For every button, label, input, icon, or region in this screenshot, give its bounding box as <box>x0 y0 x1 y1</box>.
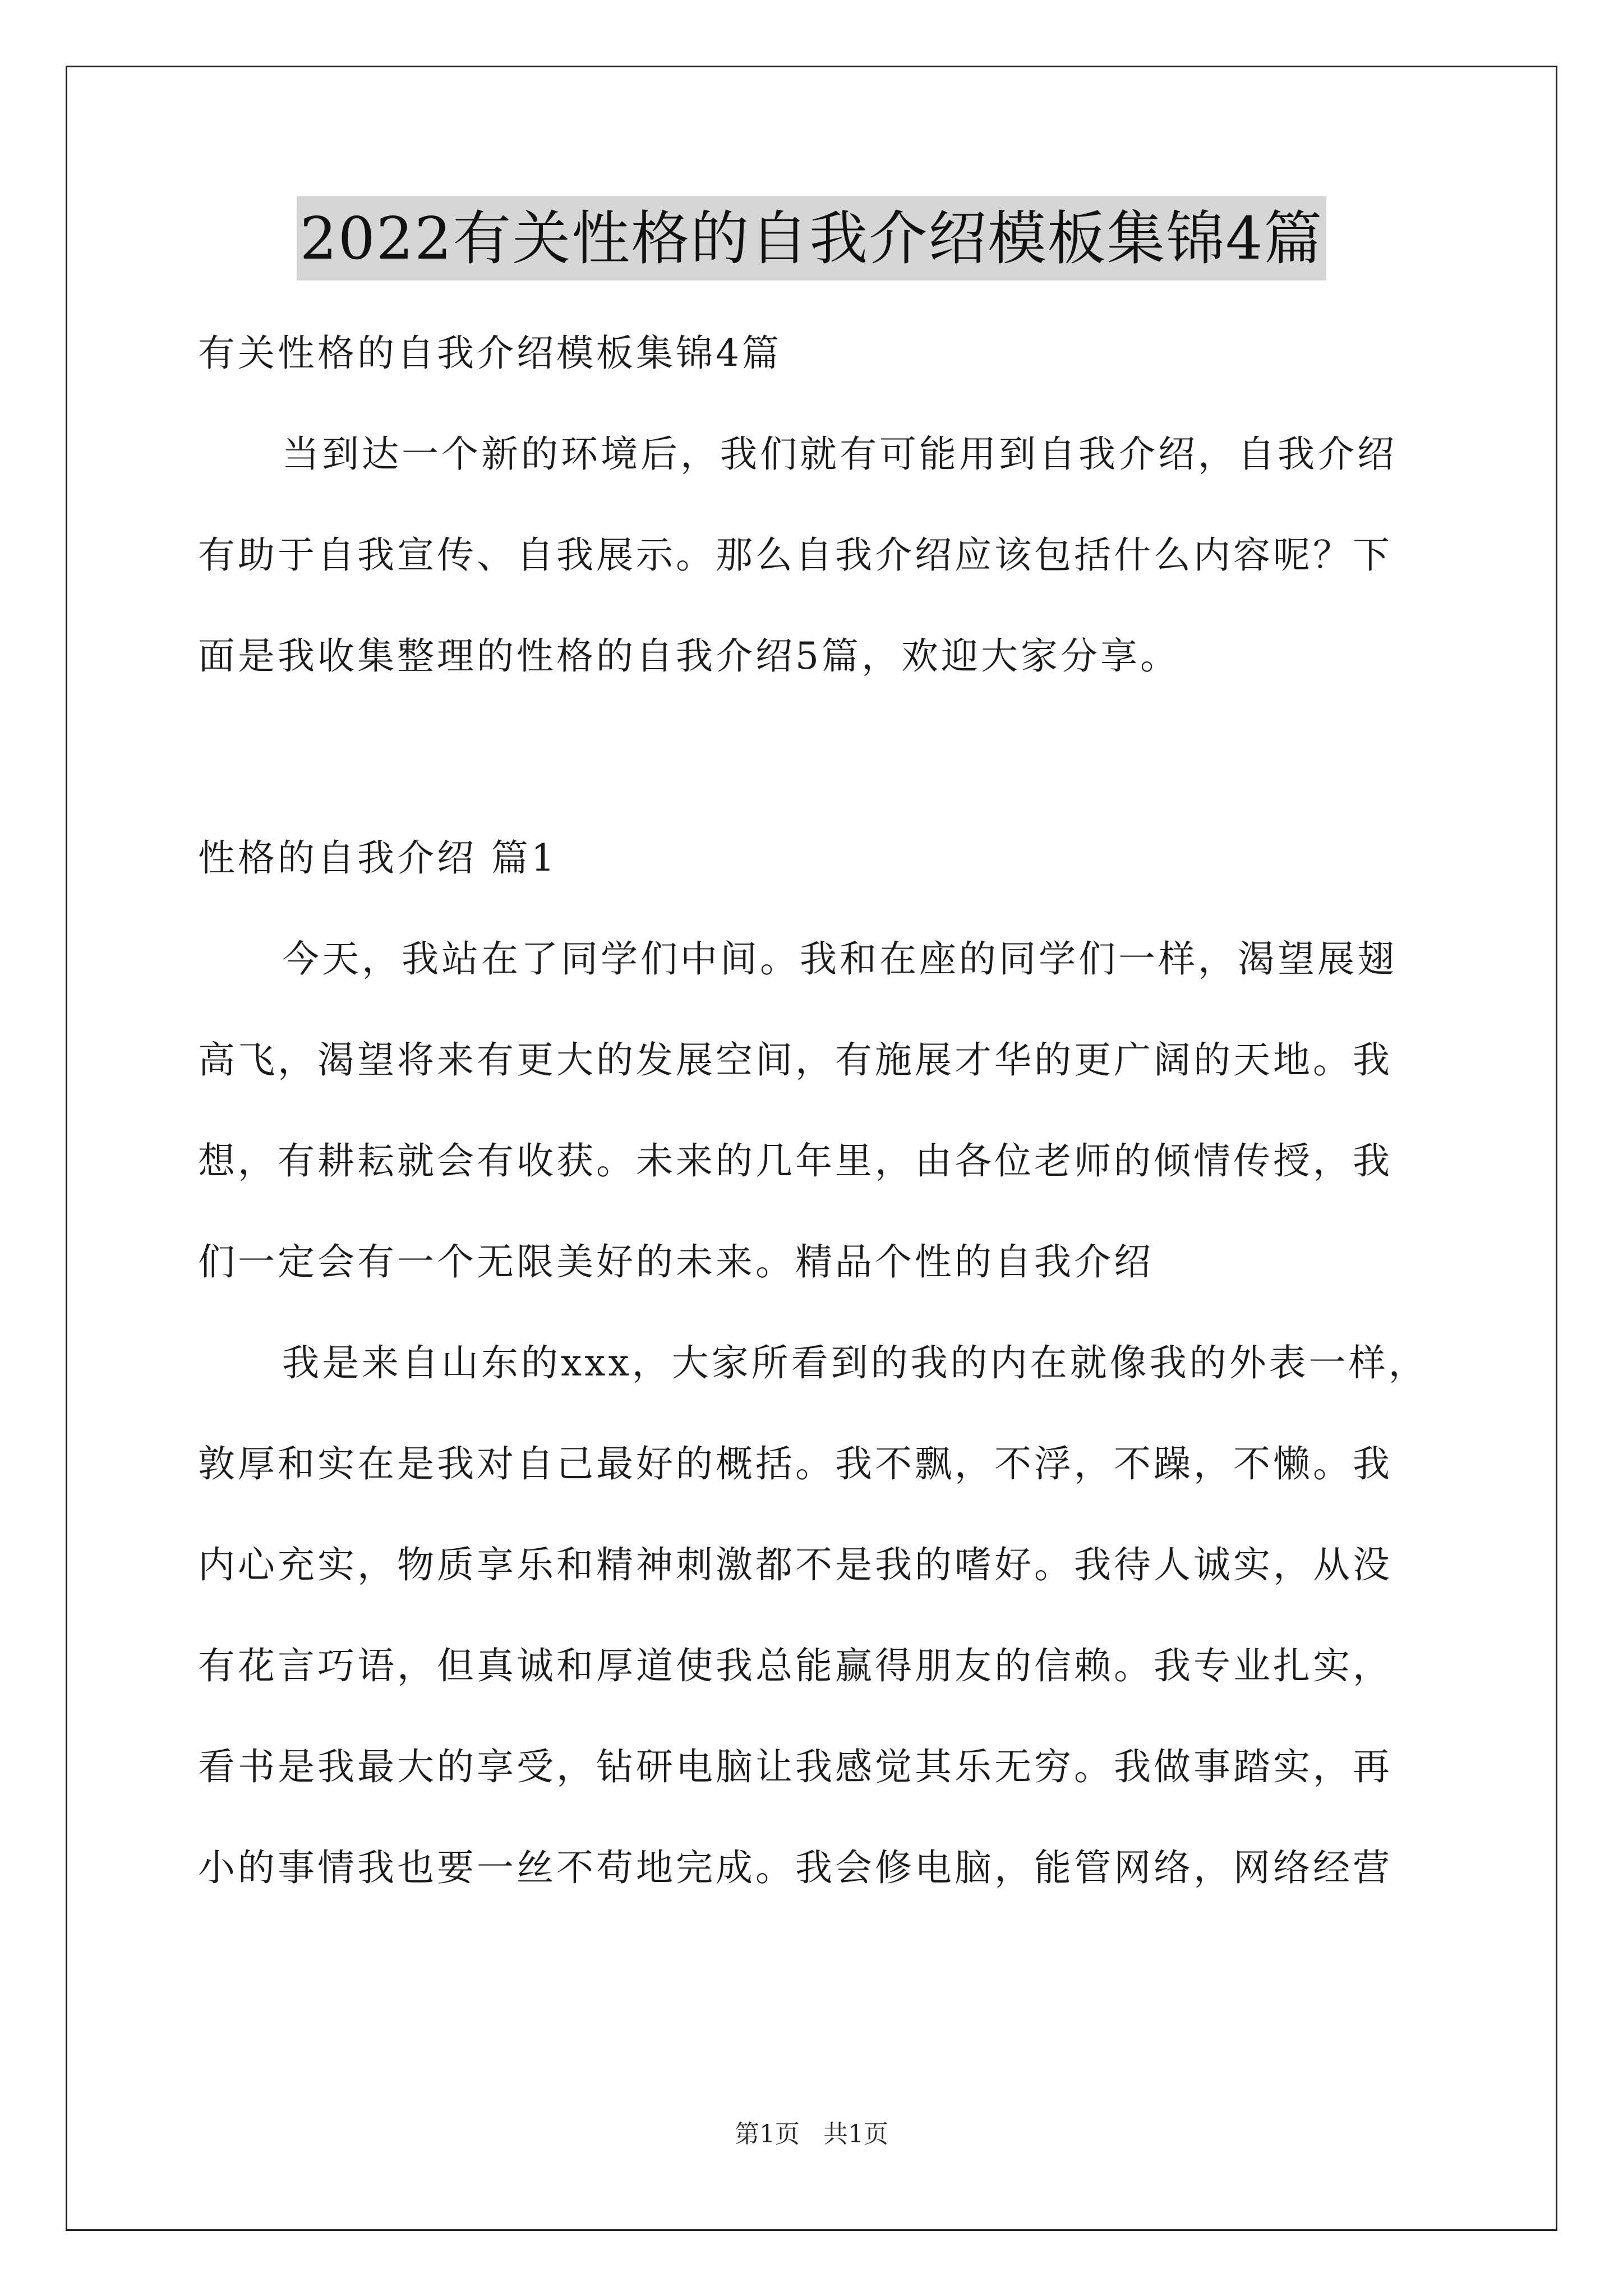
page-number: 第1页 共1页 <box>735 2120 888 2148</box>
paragraph-line: 们一定会有一个无限美好的未来。精品个性的自我介绍 <box>198 1240 1154 1283</box>
paragraph-line: 有花言巧语，但真诚和厚道使我总能赢得朋友的信赖。我专业扎实， <box>198 1644 1393 1687</box>
intro-paragraph <box>198 404 1432 707</box>
paragraph-line: 我是来自山东的xxx，大家所看到的我的内在就像我的外表一样， <box>282 1341 1428 1384</box>
paragraph-1 <box>198 909 1432 1313</box>
paragraph-line: 高飞，渴望将来有更大的发展空间，有施展才华的更广阔的天地。我 <box>198 1038 1393 1082</box>
document-body <box>198 303 1432 1918</box>
section-spacer <box>198 707 1432 808</box>
paragraph-line: 看书是我最大的享受，钻研电脑让我感觉其乐无穷。我做事踏实，再 <box>198 1745 1393 1788</box>
paragraph-2 <box>198 1313 1432 1918</box>
intro-line: 有助于自我宣传、自我展示。那么自我介绍应该包括什么内容呢？下 <box>198 533 1393 577</box>
paragraph-line: 小的事情我也要一丝不苟地完成。我会修电脑，能管网络，网络经营 <box>198 1846 1393 1889</box>
section-heading: 性格的自我介绍 篇1 <box>198 836 557 880</box>
intro-line: 面是我收集整理的性格的自我介绍5篇，欢迎大家分享。 <box>198 634 1180 678</box>
intro-line: 当到达一个新的环境后，我们就有可能用到自我介绍，自我介绍 <box>282 432 1397 476</box>
document-title: 2022有关性格的自我介绍模板集锦4篇 <box>297 196 1327 280</box>
page-footer <box>0 2118 1623 2151</box>
title-container <box>0 196 1623 280</box>
paragraph-line: 敦厚和实在是我对自己最好的概括。我不飘，不浮，不躁，不懒。我 <box>198 1442 1393 1485</box>
document-subtitle: 有关性格的自我介绍模板集锦4篇 <box>198 332 782 375</box>
paragraph-line: 今天，我站在了同学们中间。我和在座的同学们一样，渴望展翅 <box>282 937 1397 981</box>
paragraph-line: 想，有耕耘就会有收获。未来的几年里，由各位老师的倾情传授，我 <box>198 1139 1393 1182</box>
paragraph-line: 内心充实，物质享乐和精神刺激都不是我的嗜好。我待人诚实，从没 <box>198 1543 1393 1586</box>
